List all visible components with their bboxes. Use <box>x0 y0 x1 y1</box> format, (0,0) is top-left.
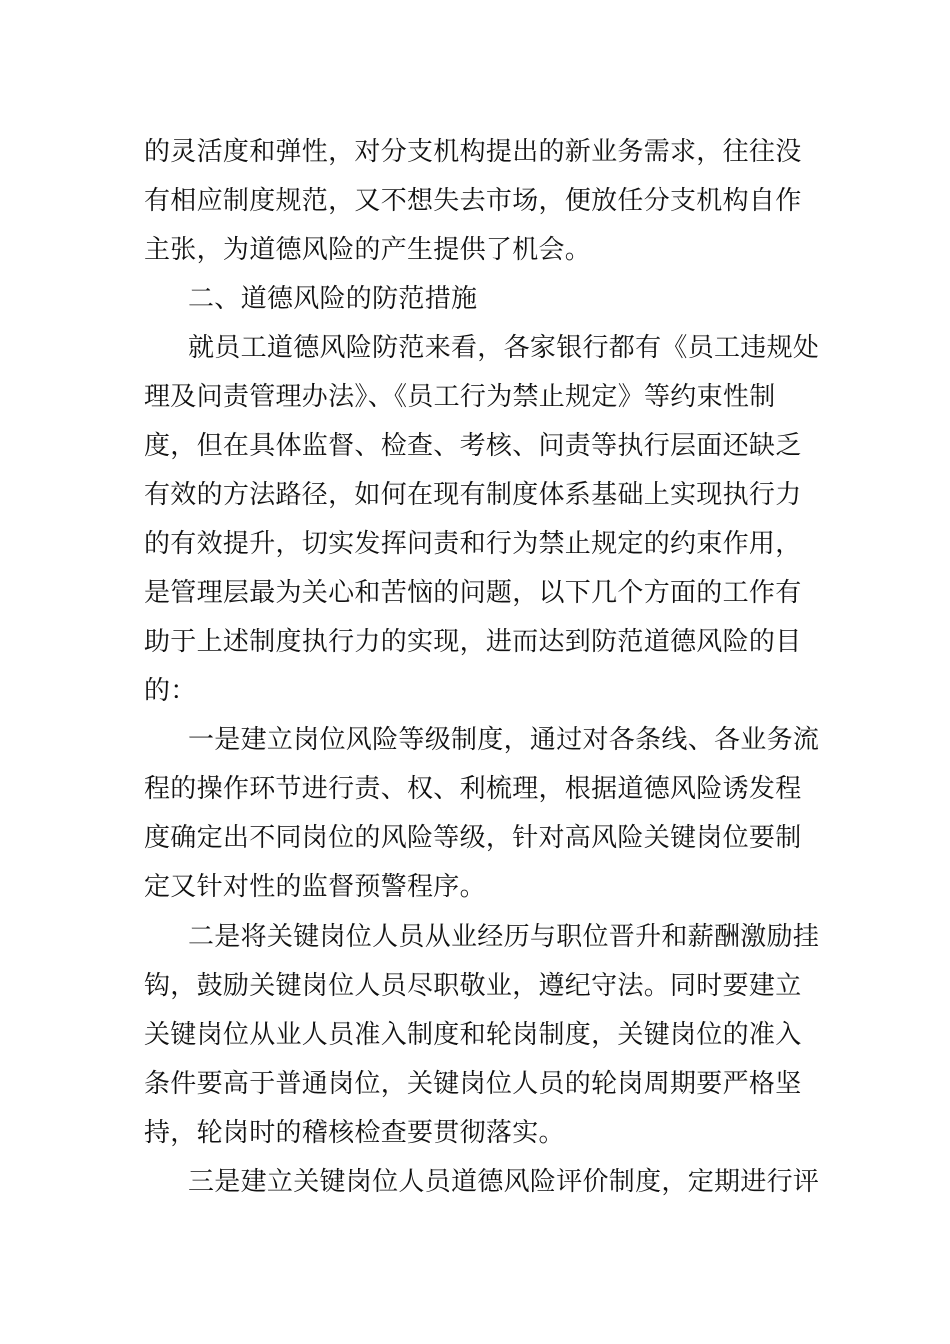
text-line: 的灵活度和弹性，对分支机构提出的新业务需求，往往没 <box>144 137 802 167</box>
text-line: 助于上述制度执行力的实现，进而达到防范道德风险的目 <box>144 627 802 657</box>
text-line: 理及问责管理办法》、《员工行为禁止规定》等约束性制 <box>144 382 776 412</box>
text-line: 度确定出不同岗位的风险等级，针对高风险关键岗位要制 <box>144 823 802 853</box>
text-line: 有相应制度规范，又不想失去市场，便放任分支机构自作 <box>144 186 802 216</box>
text-line: 一是建立岗位风险等级制度，通过对各条线、各业务流 <box>188 725 820 755</box>
text-line: 定又针对性的监督预警程序。 <box>144 872 486 902</box>
text-line: 的有效提升，切实发挥问责和行为禁止规定的约束作用， <box>144 529 802 559</box>
text-line: 主张，为道德风险的产生提供了机会。 <box>144 235 592 265</box>
text-line: 度，但在具体监督、检查、考核、问责等执行层面还缺乏 <box>144 431 802 461</box>
text-line: 是管理层最为关心和苦恼的问题，以下几个方面的工作有 <box>144 578 802 608</box>
text-line: 钩，鼓励关键岗位人员尽职敬业，遵纪守法。同时要建立 <box>144 971 802 1001</box>
text-line: 三是建立关键岗位人员道德风险评价制度，定期进行评 <box>188 1167 820 1197</box>
text-line: 有效的方法路径，如何在现有制度体系基础上实现执行力 <box>144 480 802 510</box>
text-line: 关键岗位从业人员准入制度和轮岗制度，关键岗位的准入 <box>144 1020 802 1050</box>
text-line: 持，轮岗时的稽核检查要贯彻落实。 <box>144 1118 565 1148</box>
text-line: 的： <box>144 676 197 706</box>
text-line: 二是将关键岗位人员从业经历与职位晋升和薪酬激励挂 <box>188 922 820 952</box>
section-heading: 二、道德风险的防范措施 <box>188 284 478 314</box>
text-line: 条件要高于普通岗位，关键岗位人员的轮岗周期要严格坚 <box>144 1069 802 1099</box>
text-line: 就员工道德风险防范来看，各家银行都有《员工违规处 <box>188 333 820 363</box>
text-line: 程的操作环节进行责、权、利梳理，根据道德风险诱发程 <box>144 774 802 804</box>
